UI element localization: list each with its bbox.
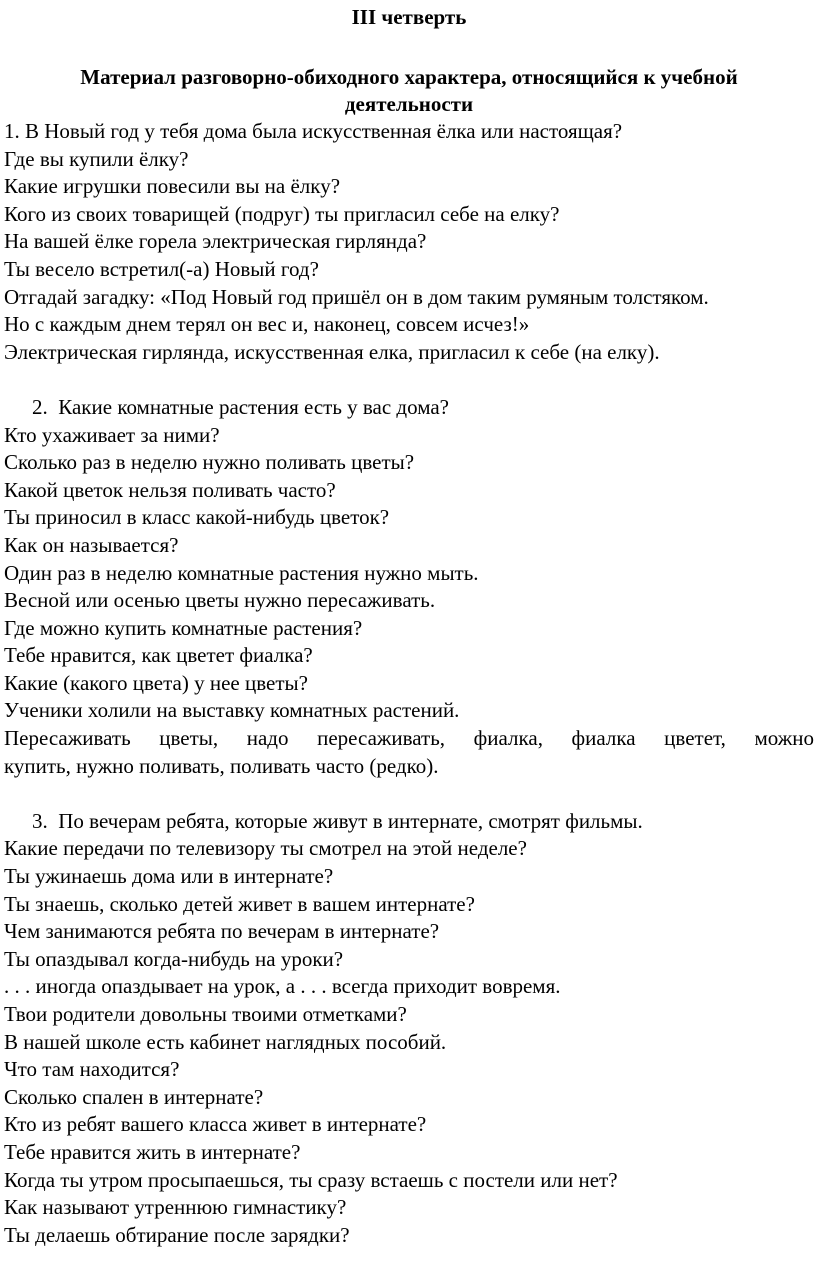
section-1-riddle-line: Отгадай загадку: «Под Новый год пришёл он в дом таким румяным толстяком. <box>4 284 709 309</box>
section-2-line: Один раз в неделю комнатные растения нужно мыть. <box>4 560 479 585</box>
section-2-line: Кто ухаживает за ними? <box>4 422 220 447</box>
section-2-line: Ученики холили на выставку комнатных растений. <box>4 698 460 723</box>
section-2-line: Где можно купить комнатные растения? <box>4 615 363 640</box>
section-title-line-1: Материал разговорно-обиходного характера, относящийся к учебной <box>80 65 738 89</box>
section-2-line: Ты приносил в класс какой-нибудь цветок? <box>4 505 390 530</box>
section-3-number: 3. <box>32 808 48 833</box>
section-3-line: Тебе нравится жить в интернате? <box>4 1139 301 1164</box>
section-1-line: Где вы купили ёлку? <box>4 146 189 171</box>
section-2-line: Какие (какого цвета) у нее цветы? <box>4 670 308 695</box>
section-1-riddle-line: Но с каждым днем терял он вес и, наконец, совсем исчез!» <box>4 312 530 337</box>
section-1-vocabulary-line: Электрическая гирлянда, искусственная елка, пригласил к себе (на елку). <box>4 339 660 364</box>
quarter-title: III четверть <box>351 5 467 29</box>
section-3-line: Как называют утреннюю гимнастику? <box>4 1195 347 1220</box>
section-3-line: Сколько спален в интернате? <box>4 1084 264 1109</box>
section-1-new-year <box>4 118 814 366</box>
section-2-vocabulary-line: Пересаживать цветы, надо пересаживать, фиалка, фиалка цветет, можно <box>4 726 814 751</box>
section-2-first-question: Какие комнатные растения есть у вас дома? <box>58 394 449 419</box>
section-3-line: Ты ужинаешь дома или в интернате? <box>4 864 334 889</box>
section-1-line: На вашей ёлке горела электрическая гирлянда? <box>4 229 427 254</box>
section-1-line: Какие игрушки повесили вы на ёлку? <box>4 174 341 199</box>
section-3-boarding-school <box>4 808 814 1250</box>
section-3-line: Чем занимаются ребята по вечерам в интернате? <box>4 919 440 944</box>
section-3-line: . . . иногда опаздывает на урок, а . . . всегда приходит вовремя. <box>4 974 561 999</box>
section-2-line: Сколько раз в неделю нужно поливать цветы? <box>4 450 415 475</box>
section-3-heading-line <box>4 808 814 836</box>
section-3-line: Ты опаздывал когда-нибудь на уроки? <box>4 946 344 971</box>
section-title-line-2: деятельности <box>344 92 474 116</box>
section-3-line: Что там находится? <box>4 1057 180 1082</box>
section-3-line: Когда ты утром просыпаешься, ты сразу встаешь с постели или нет? <box>4 1167 618 1192</box>
section-2-vocabulary-line-end: купить, нужно поливать, поливать часто (редко). <box>4 753 439 778</box>
section-1-line: Ты весело встретил(-а) Новый год? <box>4 256 319 281</box>
section-3-line: Ты делаешь обтирание после зарядки? <box>4 1222 350 1247</box>
section-2-line: Какой цветок нельзя поливать часто? <box>4 477 336 502</box>
section-2-line: Весной или осенью цветы нужно пересаживать. <box>4 588 436 613</box>
spacer <box>4 366 814 394</box>
section-3-line: В нашей школе есть кабинет наглядных пособий. <box>4 1029 447 1054</box>
section-3-line: Кто из ребят вашего класса живет в интернате? <box>4 1112 427 1137</box>
section-2-number: 2. <box>32 394 48 419</box>
section-2-line: Тебе нравится, как цветет фиалка? <box>4 643 313 668</box>
section-title <box>4 64 814 118</box>
section-2-house-plants <box>4 394 814 780</box>
section-1-line: Кого из своих товарищей (подруг) ты пригласил себе на елку? <box>4 201 560 226</box>
section-3-line: Твои родители довольны твоими отметками? <box>4 1002 407 1026</box>
section-1-line: 1. В Новый год у тебя дома была искусственная ёлка или настоящая? <box>4 119 623 143</box>
spacer <box>4 780 814 808</box>
section-3-line: Ты знаешь, сколько детей живет в вашем интернате? <box>4 891 475 916</box>
section-2-heading-line <box>4 394 814 422</box>
section-2-line: Как он называется? <box>4 532 179 557</box>
section-3-line: Какие передачи по телевизору ты смотрел на этой неделе? <box>4 836 527 861</box>
section-3-first-sentence: По вечерам ребята, которые живут в интернате, смотрят фильмы. <box>58 808 643 833</box>
